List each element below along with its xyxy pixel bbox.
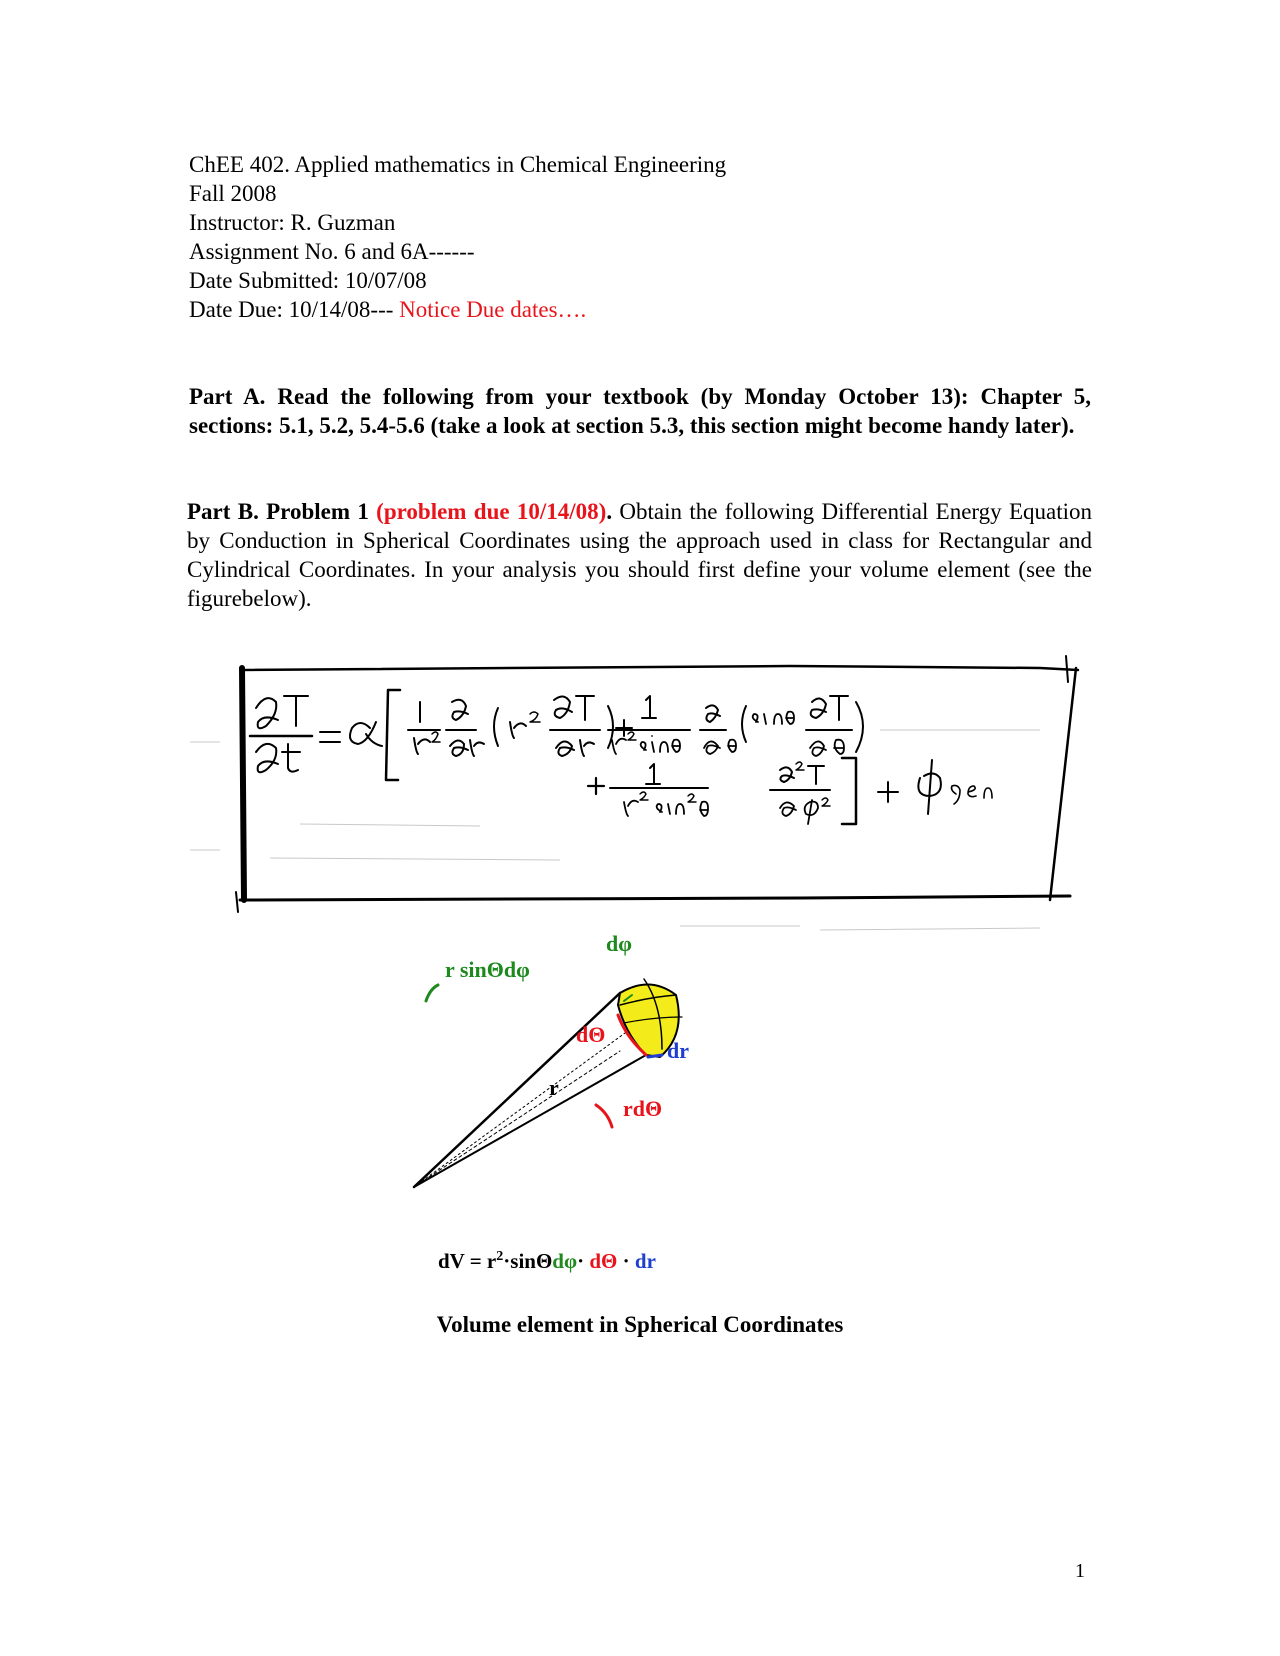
dv-exponent: 2 [496, 1249, 504, 1264]
dv-separator-2: · [617, 1249, 635, 1273]
header-block [189, 150, 726, 324]
date-due: Date Due: 10/14/08--- [189, 297, 394, 322]
handwritten-equation-image [180, 630, 1100, 950]
part-b-body: Obtain the following Differential Energy Equation by Conduction in Spherical Coordinates using the approach used in class for Rectangular and Cylindrical Coordinates. In your analysis you should first define your volume element (see the figurebelow). [187, 499, 1093, 611]
label-dtheta: dΘ [576, 1022, 606, 1047]
assignment-number: Assignment No. 6 and 6A------ [189, 239, 475, 264]
course-title: ChEE 402. Applied mathematics in Chemical Engineering [189, 152, 727, 177]
part-b-lead: Part B. Problem 1 [187, 499, 369, 524]
part-b-paragraph [187, 497, 1092, 613]
page-number: 1 [1075, 1560, 1085, 1582]
label-r-sin-theta-dphi: r sinΘdφ [445, 957, 530, 982]
label-dphi: dφ [606, 931, 632, 956]
label-r: r [549, 1075, 559, 1100]
volume-formula [438, 1249, 656, 1274]
due-notice: Notice Due dates…. [399, 297, 587, 322]
date-due-line [189, 295, 726, 324]
term: Fall 2008 [189, 181, 277, 206]
label-r-dtheta: rdΘ [623, 1096, 663, 1121]
dv-dphi-term: dφ [552, 1249, 578, 1273]
instructor: Instructor: R. Guzman [189, 210, 396, 235]
part-b-due-note: (problem due 10/14/08) [376, 499, 607, 524]
part-a-paragraph: Part A. Read the following from your textbook (by Monday October 13): Chapter 5, sections: 5.1, 5.2, 5.4-5.6 (take a look at section 5.3, this section might become handy later). [189, 384, 1091, 438]
dv-separator-1: · [577, 1249, 590, 1273]
part-b-period: . [606, 499, 613, 524]
dv-dr-term: dr [634, 1249, 656, 1273]
dv-sin-term: ·sinΘ [503, 1249, 553, 1273]
dv-dtheta-term: dΘ [589, 1249, 618, 1273]
date-submitted: Date Submitted: 10/07/08 [189, 268, 427, 293]
spherical-volume-element-diagram [410, 965, 730, 1195]
dv-lhs: dV = r [438, 1249, 497, 1273]
label-dr: dr [667, 1038, 689, 1063]
figure-caption: Volume element in Spherical Coordinates [436, 1312, 844, 1337]
